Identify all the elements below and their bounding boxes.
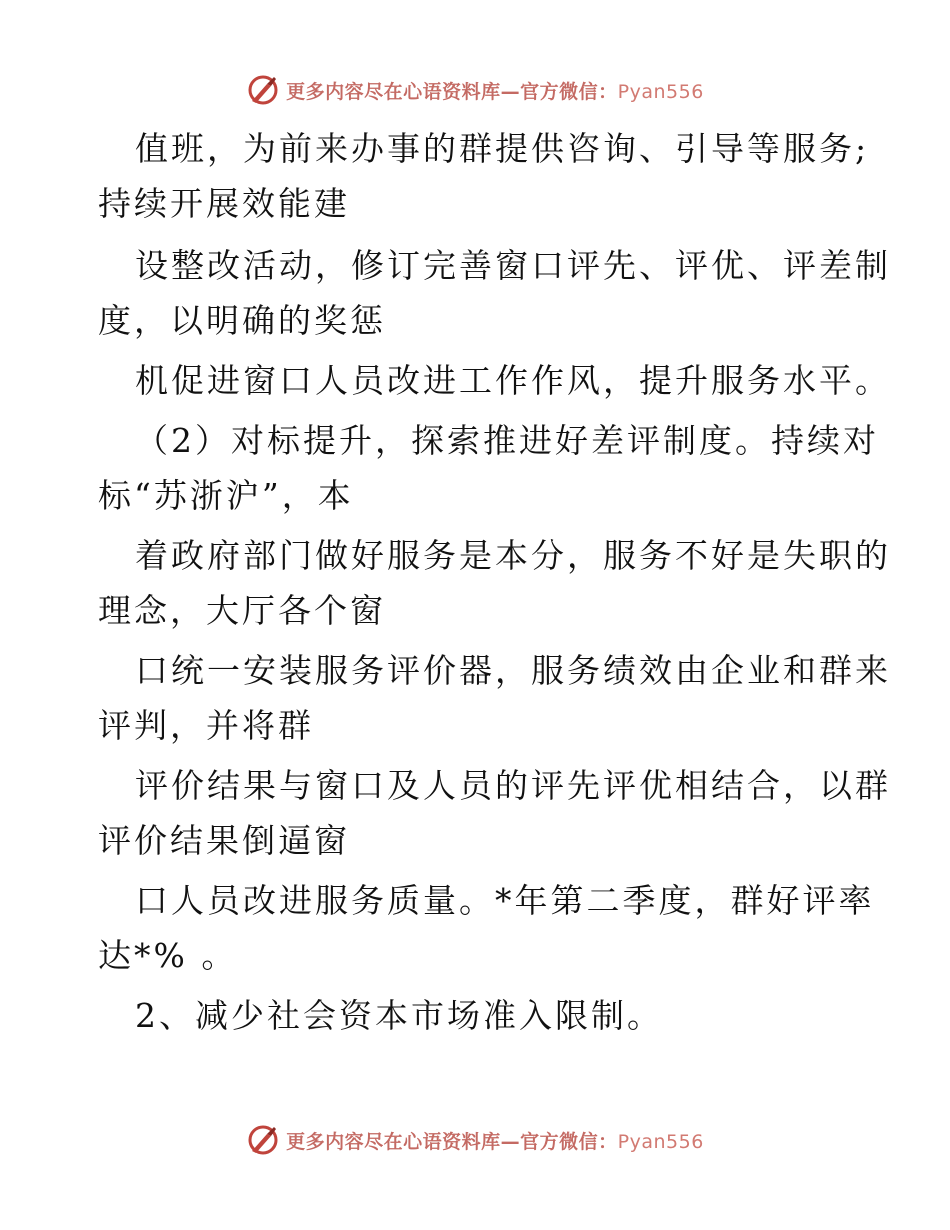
header-watermark — [0, 70, 950, 110]
text-line: （2）对标提升，探索推进好差评制度。持续对 — [135, 421, 879, 460]
watermark-text-cn: 更多内容尽在心语资料库—官方微信： — [286, 80, 618, 103]
text-line: 2、减少社会资本市场准入限制。 — [135, 996, 663, 1035]
text-line: 标“苏浙沪”，本 — [98, 476, 354, 515]
text-line: 设整改活动，修订完善窗口评先、评优、评差制 — [135, 246, 891, 285]
text-line: 口统一安装服务评价器，服务绩效由企业和群来 — [135, 651, 891, 690]
footer-watermark — [0, 1120, 950, 1160]
text-line: 口人员改进服务质量。*年第二季度，群好评率 — [135, 881, 875, 920]
text-line: 达*% 。 — [98, 936, 238, 975]
watermark-text-cn: 更多内容尽在心语资料库—官方微信： — [286, 1130, 618, 1153]
pen-circle-logo-icon — [246, 1123, 280, 1157]
text-line: 度，以明确的奖惩 — [98, 301, 386, 340]
watermark-text — [286, 77, 704, 104]
text-line: 评价结果与窗口及人员的评先评优相结合，以群 — [135, 766, 891, 805]
text-line: 评价结果倒逼窗 — [98, 821, 350, 860]
pen-circle-logo-icon — [246, 73, 280, 107]
text-line: 值班，为前来办事的群提供咨询、引导等服务; — [135, 129, 870, 168]
text-line: 持续开展效能建 — [98, 184, 350, 223]
text-line: 理念，大厅各个窗 — [98, 591, 386, 630]
watermark-wechat-id: Pyan556 — [617, 1130, 704, 1153]
text-line: 着政府部门做好服务是本分，服务不好是失职的 — [135, 536, 891, 575]
text-line: 评判，并将群 — [98, 706, 314, 745]
watermark-text — [286, 1127, 704, 1154]
text-line: 机促进窗口人员改进工作作风，提升服务水平。 — [135, 361, 891, 400]
watermark-wechat-id: Pyan556 — [617, 80, 704, 103]
